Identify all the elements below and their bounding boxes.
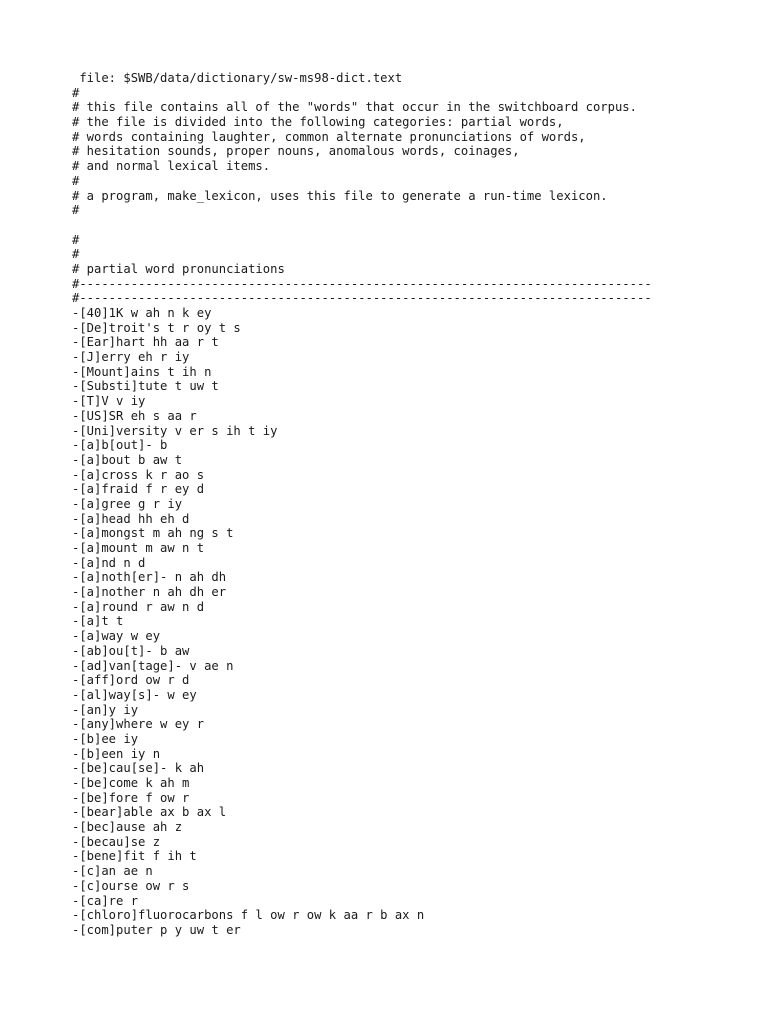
text-line: -[a]b[out]- b (72, 438, 168, 453)
text-line: # (72, 203, 80, 218)
text-line: # this file contains all of the "words" that occur in the switchboard corpus. (72, 100, 637, 115)
text-line: -[Uni]versity v er s ih t iy (72, 423, 278, 438)
text-line: -[ca]re r (72, 893, 139, 908)
text-line: -[be]fore f ow r (72, 790, 190, 805)
text-line: -[a]t t (72, 614, 124, 629)
text-line: -[a]bout b aw t (72, 452, 183, 467)
text-line: #------------------------------------------------------------------------------ (72, 276, 652, 291)
text-line: -[De]troit's t r oy t s (72, 320, 241, 335)
text-line: # partial word pronunciations (72, 261, 285, 276)
text-line: -[c]an ae n (72, 864, 153, 879)
text-line: -[a]mongst m ah ng s t (72, 526, 234, 541)
text-line: -[be]cau[se]- k ah (72, 761, 205, 776)
text-line: -[becau]se z (72, 834, 161, 849)
text-line: -[US]SR eh s aa r (72, 408, 197, 423)
text-line: -[b]een iy n (72, 746, 161, 761)
text-line: -[a]noth[er]- n ah dh (72, 570, 227, 585)
text-line: -[a]round r aw n d (72, 599, 205, 614)
text-line: -[Substi]tute t uw t (72, 379, 219, 394)
text-line: -[bene]fit f ih t (72, 849, 197, 864)
text-line: # and normal lexical items. (72, 159, 271, 174)
text-line: # (72, 85, 80, 100)
text-line (72, 218, 712, 233)
text-line: -[b]ee iy (72, 731, 139, 746)
text-line: #------------------------------------------------------------------------------ (72, 291, 652, 306)
text-line: # hesitation sounds, proper nouns, anomalous words, coinages, (72, 144, 520, 159)
text-line: # (72, 173, 80, 188)
text-line: # words containing laughter, common alternate pronunciations of words, (72, 129, 586, 144)
text-line: # (72, 232, 80, 247)
text-line: -[Mount]ains t ih n (72, 364, 212, 379)
text-line: -[a]mount m aw n t (72, 541, 205, 555)
text-line: -[a]gree g r iy (72, 496, 183, 511)
text-line: -[Ear]hart hh aa r t (72, 335, 219, 350)
text-line: -[bear]able ax b ax l (72, 805, 227, 820)
text-line: -[T]V v iy (72, 394, 146, 409)
text-line: -[a]fraid f r ey d (72, 482, 205, 497)
text-line: -[chloro]fluorocarbons f l ow r ow k aa r b ax n (72, 908, 425, 923)
text-line: -[a]head hh eh d (72, 511, 190, 526)
text-line: -[bec]ause ah z (72, 820, 183, 835)
text-line: -[al]way[s]- w ey (72, 687, 197, 702)
text-line: # a program, make_lexicon, uses this file to generate a run-time lexicon. (72, 188, 608, 203)
text-line: -[aff]ord ow r d (72, 673, 190, 688)
text-line: -[a]nd n d (72, 555, 146, 570)
text-line: -[any]where w ey r (72, 717, 205, 732)
text-line: -[be]come k ah m (72, 776, 190, 790)
text-line: -[a]nother n ah dh er (72, 585, 227, 600)
text-line: # the file is divided into the following categories: partial words, (72, 115, 564, 130)
text-line: # (72, 247, 80, 262)
text-line: -[an]y iy (72, 702, 139, 717)
text-line: -[ab]ou[t]- b aw (72, 643, 190, 658)
text-line: -[c]ourse ow r s (72, 878, 190, 893)
text-line: -[a]cross k r ao s (72, 467, 205, 482)
text-line: -[ad]van[tage]- v ae n (72, 658, 234, 673)
text-line: -[com]puter p y uw t er (72, 922, 241, 937)
text-line: -[a]way w ey (72, 629, 161, 644)
dictionary-text-block (72, 71, 712, 938)
text-line: -[J]erry eh r iy (72, 350, 190, 365)
text-line: file: $SWB/data/dictionary/sw-ms98-dict.text (72, 71, 403, 85)
text-line: -[40]1K w ah n k ey (72, 306, 212, 320)
